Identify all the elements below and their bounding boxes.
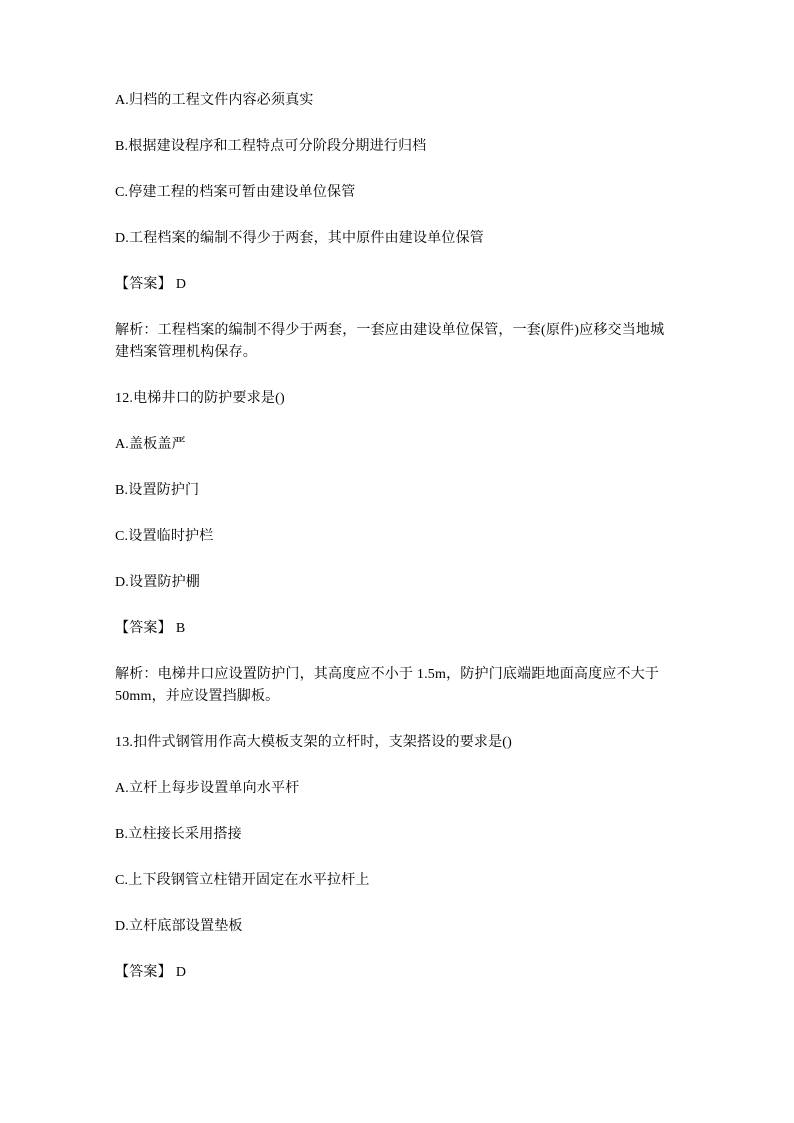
option-13-d: D.立杆底部设置垫板 — [115, 919, 243, 934]
analysis-line: 解析：工程档案的编制不得少于两套，一套应由建设单位保管，一套(原件)应移交当地城 — [115, 323, 665, 338]
option-13-a: A.立杆上每步设置单向水平杆 — [115, 781, 300, 796]
answer-label: 【答案】 — [115, 621, 172, 636]
question-stem-12: 12.电梯井口的防护要求是() — [115, 391, 285, 406]
option-12-c: C.设置临时护栏 — [115, 529, 214, 544]
option-12-d: D.设置防护棚 — [115, 575, 201, 590]
option-11-b: B.根据建设程序和工程特点可分阶段分期进行归档 — [115, 139, 427, 154]
option-13-c: C.上下段钢管立柱错开固定在水平拉杆上 — [115, 873, 370, 888]
answer-line-13 — [115, 962, 671, 984]
answer-label: 【答案】 — [115, 965, 172, 980]
option-11-c: C.停建工程的档案可暂由建设单位保管 — [115, 185, 356, 200]
option-12-a: A.盖板盖严 — [115, 437, 186, 452]
analysis-11 — [115, 320, 671, 364]
answer-value: D — [175, 277, 187, 292]
answer-label: 【答案】 — [115, 277, 172, 292]
analysis-12 — [115, 664, 671, 708]
answer-value: D — [175, 965, 187, 980]
answer-line-11 — [115, 274, 671, 296]
option-13-b: B.立柱接长采用搭接 — [115, 827, 242, 842]
analysis-line: 解析：电梯井口应设置防护门，其高度应不小于 1.5m，防护门底端距地面高度应不大于 — [115, 667, 660, 682]
option-12-b: B.设置防护门 — [115, 483, 200, 498]
answer-value: B — [175, 621, 186, 636]
document-content — [115, 90, 671, 1008]
analysis-line: 建档案管理机构保存。 — [115, 345, 257, 360]
answer-line-12 — [115, 618, 671, 640]
option-11-a: A.归档的工程文件内容必须真实 — [115, 93, 314, 108]
option-11-d: D.工程档案的编制不得少于两套，其中原件由建设单位保管 — [115, 231, 485, 246]
question-stem-13: 13.扣件式钢管用作高大模板支架的立杆时，支架搭设的要求是() — [115, 735, 513, 750]
analysis-line: 50mm，并应设置挡脚板。 — [115, 689, 280, 704]
